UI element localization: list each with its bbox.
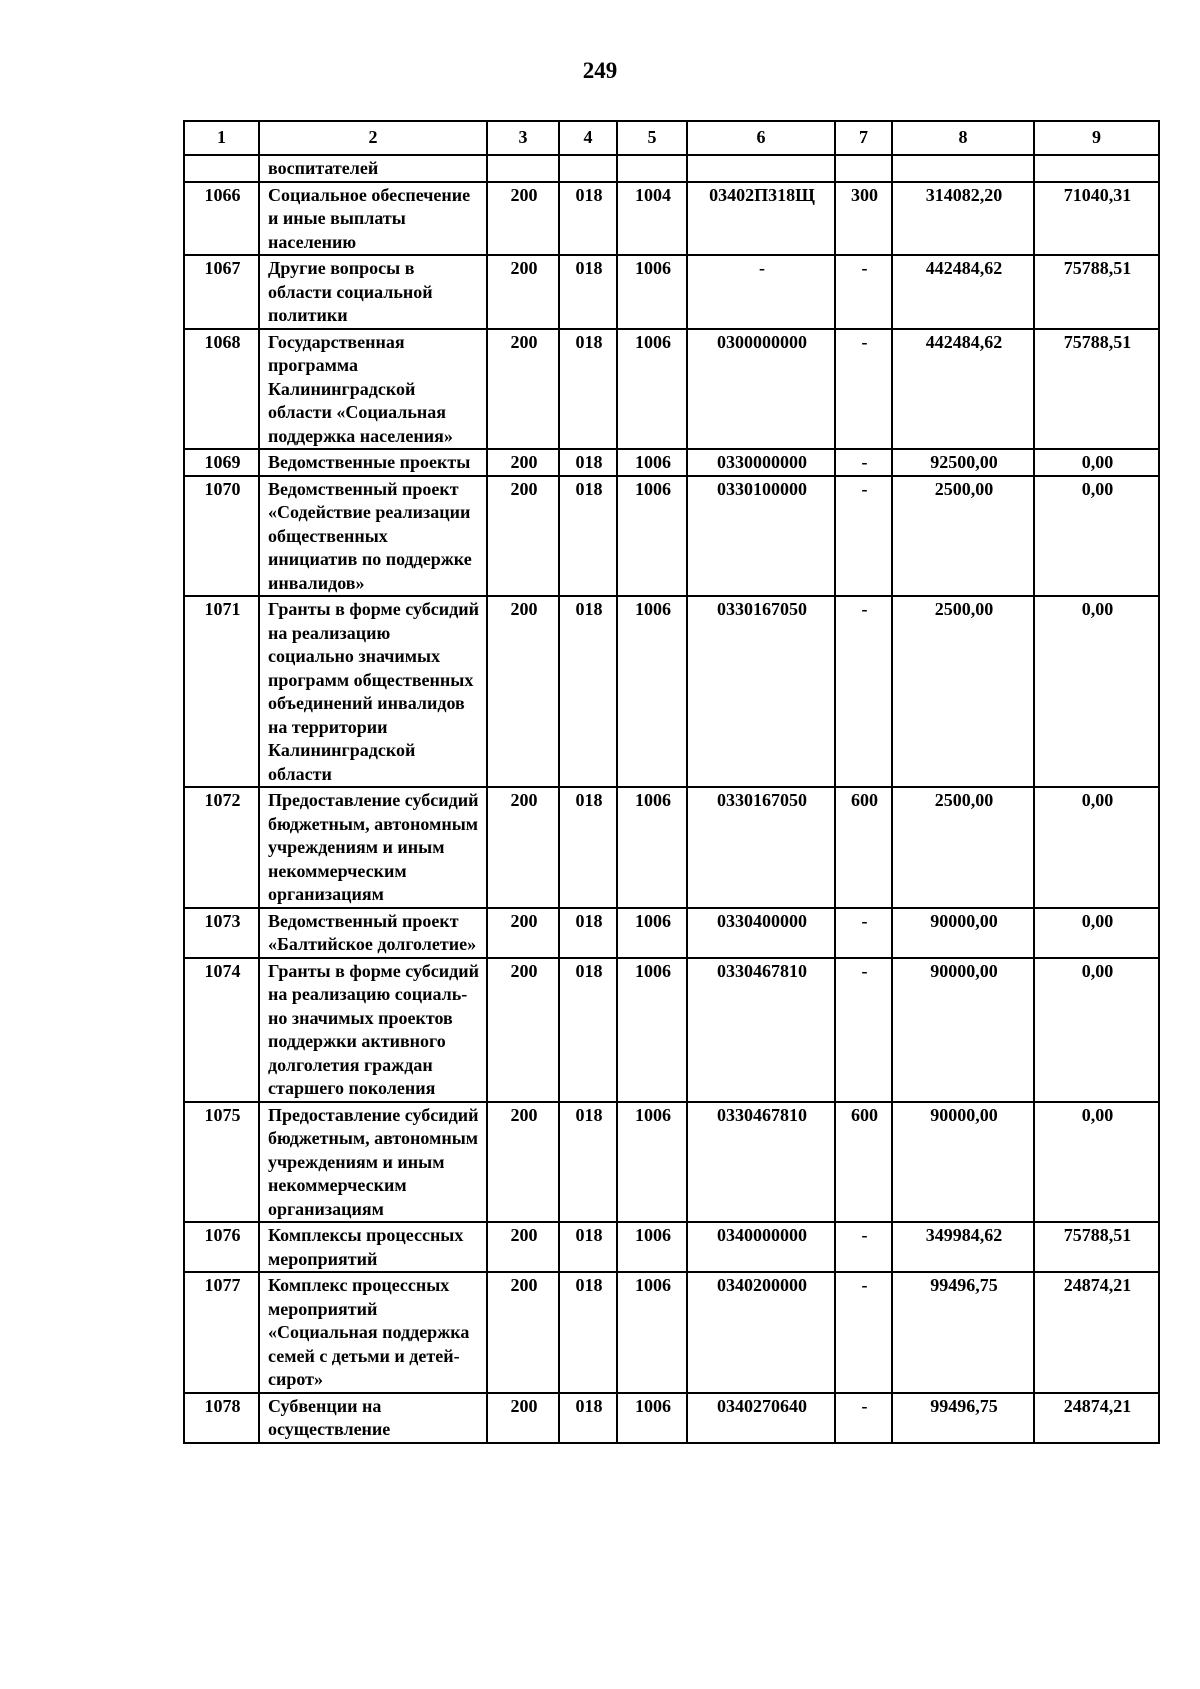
code-4-cell: 018 [559,255,617,329]
code-4-cell: 018 [559,329,617,450]
row-number-cell: 1075 [184,1102,259,1223]
section-code-cell: 1006 [617,908,687,958]
amount-col9-cell: 0,00 [1034,476,1159,597]
expense-type-cell: - [835,1393,892,1443]
expense-type-cell [835,155,892,182]
column-header-6: 6 [687,121,835,155]
amount-2025-cell: 349984,62 [892,1222,1034,1272]
page-number: 249 [582,58,618,83]
amount-2025-cell: 2500,00 [892,787,1034,908]
code-4-cell: 018 [559,908,617,958]
code-3-cell: 200 [487,255,559,329]
code-4-cell: 018 [559,1222,617,1272]
expense-type-cell: 300 [835,182,892,256]
amount-col9-cell: 0,00 [1034,908,1159,958]
section-code-cell: 1004 [617,182,687,256]
expense-type-cell: - [835,476,892,597]
column-header-1: 1 [184,121,259,155]
code-3-cell: 200 [487,1393,559,1443]
code-4-cell [559,155,617,182]
item-name-cell: Гранты в форме субсидий на реализацию социально значимых программ общественных объединений инвалидов на территории Калининградской области [259,596,487,787]
amount-col9-cell: 71040,31 [1034,182,1159,256]
amount-2025-cell: 442484,62 [892,329,1034,450]
row-number-cell: 1067 [184,255,259,329]
item-name-cell: Другие вопросы в области социальной политики [259,255,487,329]
table-row [184,255,1159,329]
amount-2025-cell: 90000,00 [892,958,1034,1102]
amount-2025-cell: 99496,75 [892,1272,1034,1393]
code-4-cell: 018 [559,182,617,256]
column-header-5: 5 [617,121,687,155]
amount-2025-cell: 314082,20 [892,182,1034,256]
target-code-cell: - [687,255,835,329]
section-code-cell: 1006 [617,1222,687,1272]
row-number-cell: 1068 [184,329,259,450]
amount-col9-cell: 75788,51 [1034,329,1159,450]
row-number-cell: 1073 [184,908,259,958]
code-3-cell [487,155,559,182]
amount-2025-cell: 90000,00 [892,1102,1034,1223]
amount-col9-cell: 0,00 [1034,958,1159,1102]
item-name-cell: Комплексы процессных мероприятий [259,1222,487,1272]
section-code-cell: 1006 [617,255,687,329]
target-code-cell: 03402П318Щ [687,182,835,256]
code-3-cell: 200 [487,958,559,1102]
target-code-cell: 0330467810 [687,1102,835,1223]
section-code-cell: 1006 [617,449,687,476]
amount-2025-cell [892,155,1034,182]
column-header-7: 7 [835,121,892,155]
section-code-cell: 1006 [617,1102,687,1223]
row-number-cell: 1070 [184,476,259,597]
code-3-cell: 200 [487,329,559,450]
item-name-cell: воспитателей [259,155,487,182]
expense-type-cell: - [835,449,892,476]
item-name-cell: Комплекс процессных мероприятий «Социальная поддержка семей с детьми и детей-сирот» [259,1272,487,1393]
amount-2025-cell: 90000,00 [892,908,1034,958]
row-number-cell: 1074 [184,958,259,1102]
code-3-cell: 200 [487,1272,559,1393]
section-code-cell: 1006 [617,787,687,908]
target-code-cell: 0330467810 [687,958,835,1102]
header-row [184,121,1159,155]
code-3-cell: 200 [487,1222,559,1272]
target-code-cell: 0330100000 [687,476,835,597]
expense-type-cell: - [835,1272,892,1393]
item-name-cell: Государственная программа Калининградской области «Социальная поддержка населения» [259,329,487,450]
row-number-cell: 1072 [184,787,259,908]
section-code-cell: 1006 [617,958,687,1102]
target-code-cell: 0330167050 [687,787,835,908]
expense-type-cell: - [835,329,892,450]
code-4-cell: 018 [559,476,617,597]
row-number-cell: 1071 [184,596,259,787]
amount-2025-cell: 2500,00 [892,596,1034,787]
expense-type-cell: - [835,1222,892,1272]
code-3-cell: 200 [487,908,559,958]
target-code-cell: 0340200000 [687,1272,835,1393]
table-row [184,449,1159,476]
target-code-cell: 0330400000 [687,908,835,958]
item-name-cell: Социальное обеспечение и иные выплаты населению [259,182,487,256]
code-3-cell: 200 [487,182,559,256]
code-3-cell: 200 [487,787,559,908]
item-name-cell: Ведомственные проекты [259,449,487,476]
table-row [184,958,1159,1102]
table-row [184,1393,1159,1443]
table-row [184,1102,1159,1223]
table-row [184,182,1159,256]
column-header-4: 4 [559,121,617,155]
section-code-cell: 1006 [617,476,687,597]
expense-type-cell: 600 [835,1102,892,1223]
amount-2025-cell: 92500,00 [892,449,1034,476]
code-3-cell: 200 [487,596,559,787]
row-number-cell: 1069 [184,449,259,476]
amount-2025-cell: 99496,75 [892,1393,1034,1443]
amount-col9-cell: 75788,51 [1034,1222,1159,1272]
table-row [184,1222,1159,1272]
item-name-cell: Ведомственный проект «Балтийское долголетие» [259,908,487,958]
table-row [184,908,1159,958]
code-3-cell: 200 [487,449,559,476]
table-body [184,155,1159,1443]
budget-table [183,120,1160,1444]
column-header-8: 8 [892,121,1034,155]
section-code-cell: 1006 [617,1272,687,1393]
table-row [184,329,1159,450]
row-number-cell: 1066 [184,182,259,256]
target-code-cell: 0340270640 [687,1393,835,1443]
table-row [184,596,1159,787]
amount-col9-cell: 24874,21 [1034,1393,1159,1443]
section-code-cell: 1006 [617,1393,687,1443]
target-code-cell: 0330167050 [687,596,835,787]
amount-col9-cell [1034,155,1159,182]
target-code-cell [687,155,835,182]
item-name-cell: Предоставление субсидий бюджетным, автономным учреждениям и иным некоммерческим организациям [259,787,487,908]
table-row [184,155,1159,182]
amount-col9-cell: 0,00 [1034,787,1159,908]
expense-type-cell: - [835,958,892,1102]
row-number-cell: 1077 [184,1272,259,1393]
code-4-cell: 018 [559,1393,617,1443]
code-4-cell: 018 [559,787,617,908]
row-number-cell [184,155,259,182]
column-header-9: 9 [1034,121,1159,155]
target-code-cell: 0300000000 [687,329,835,450]
expense-type-cell: - [835,255,892,329]
table-row [184,1272,1159,1393]
amount-col9-cell: 0,00 [1034,1102,1159,1223]
amount-2025-cell: 442484,62 [892,255,1034,329]
code-3-cell: 200 [487,476,559,597]
expense-type-cell: 600 [835,787,892,908]
amount-col9-cell: 0,00 [1034,596,1159,787]
item-name-cell: Субвенции на осуществление [259,1393,487,1443]
code-4-cell: 018 [559,596,617,787]
amount-col9-cell: 75788,51 [1034,255,1159,329]
amount-col9-cell: 24874,21 [1034,1272,1159,1393]
code-4-cell: 018 [559,958,617,1102]
code-4-cell: 018 [559,449,617,476]
item-name-cell: Гранты в форме субсидий на реализацию социаль-но значимых проектов поддержки активного долголетия граждан старшего поколения [259,958,487,1102]
table-row [184,476,1159,597]
column-header-3: 3 [487,121,559,155]
section-code-cell: 1006 [617,596,687,787]
table-header [184,121,1159,155]
row-number-cell: 1078 [184,1393,259,1443]
section-code-cell: 1006 [617,329,687,450]
table-row [184,787,1159,908]
amount-2025-cell: 2500,00 [892,476,1034,597]
expense-type-cell: - [835,908,892,958]
code-4-cell: 018 [559,1102,617,1223]
row-number-cell: 1076 [184,1222,259,1272]
code-4-cell: 018 [559,1272,617,1393]
item-name-cell: Ведомственный проект «Содействие реализации общественных инициатив по поддержке инвалидов» [259,476,487,597]
code-3-cell: 200 [487,1102,559,1223]
section-code-cell [617,155,687,182]
expense-type-cell: - [835,596,892,787]
item-name-cell: Предоставление субсидий бюджетным, автономным учреждениям и иным некоммерческим организациям [259,1102,487,1223]
target-code-cell: 0340000000 [687,1222,835,1272]
amount-col9-cell: 0,00 [1034,449,1159,476]
column-header-2: 2 [259,121,487,155]
target-code-cell: 0330000000 [687,449,835,476]
